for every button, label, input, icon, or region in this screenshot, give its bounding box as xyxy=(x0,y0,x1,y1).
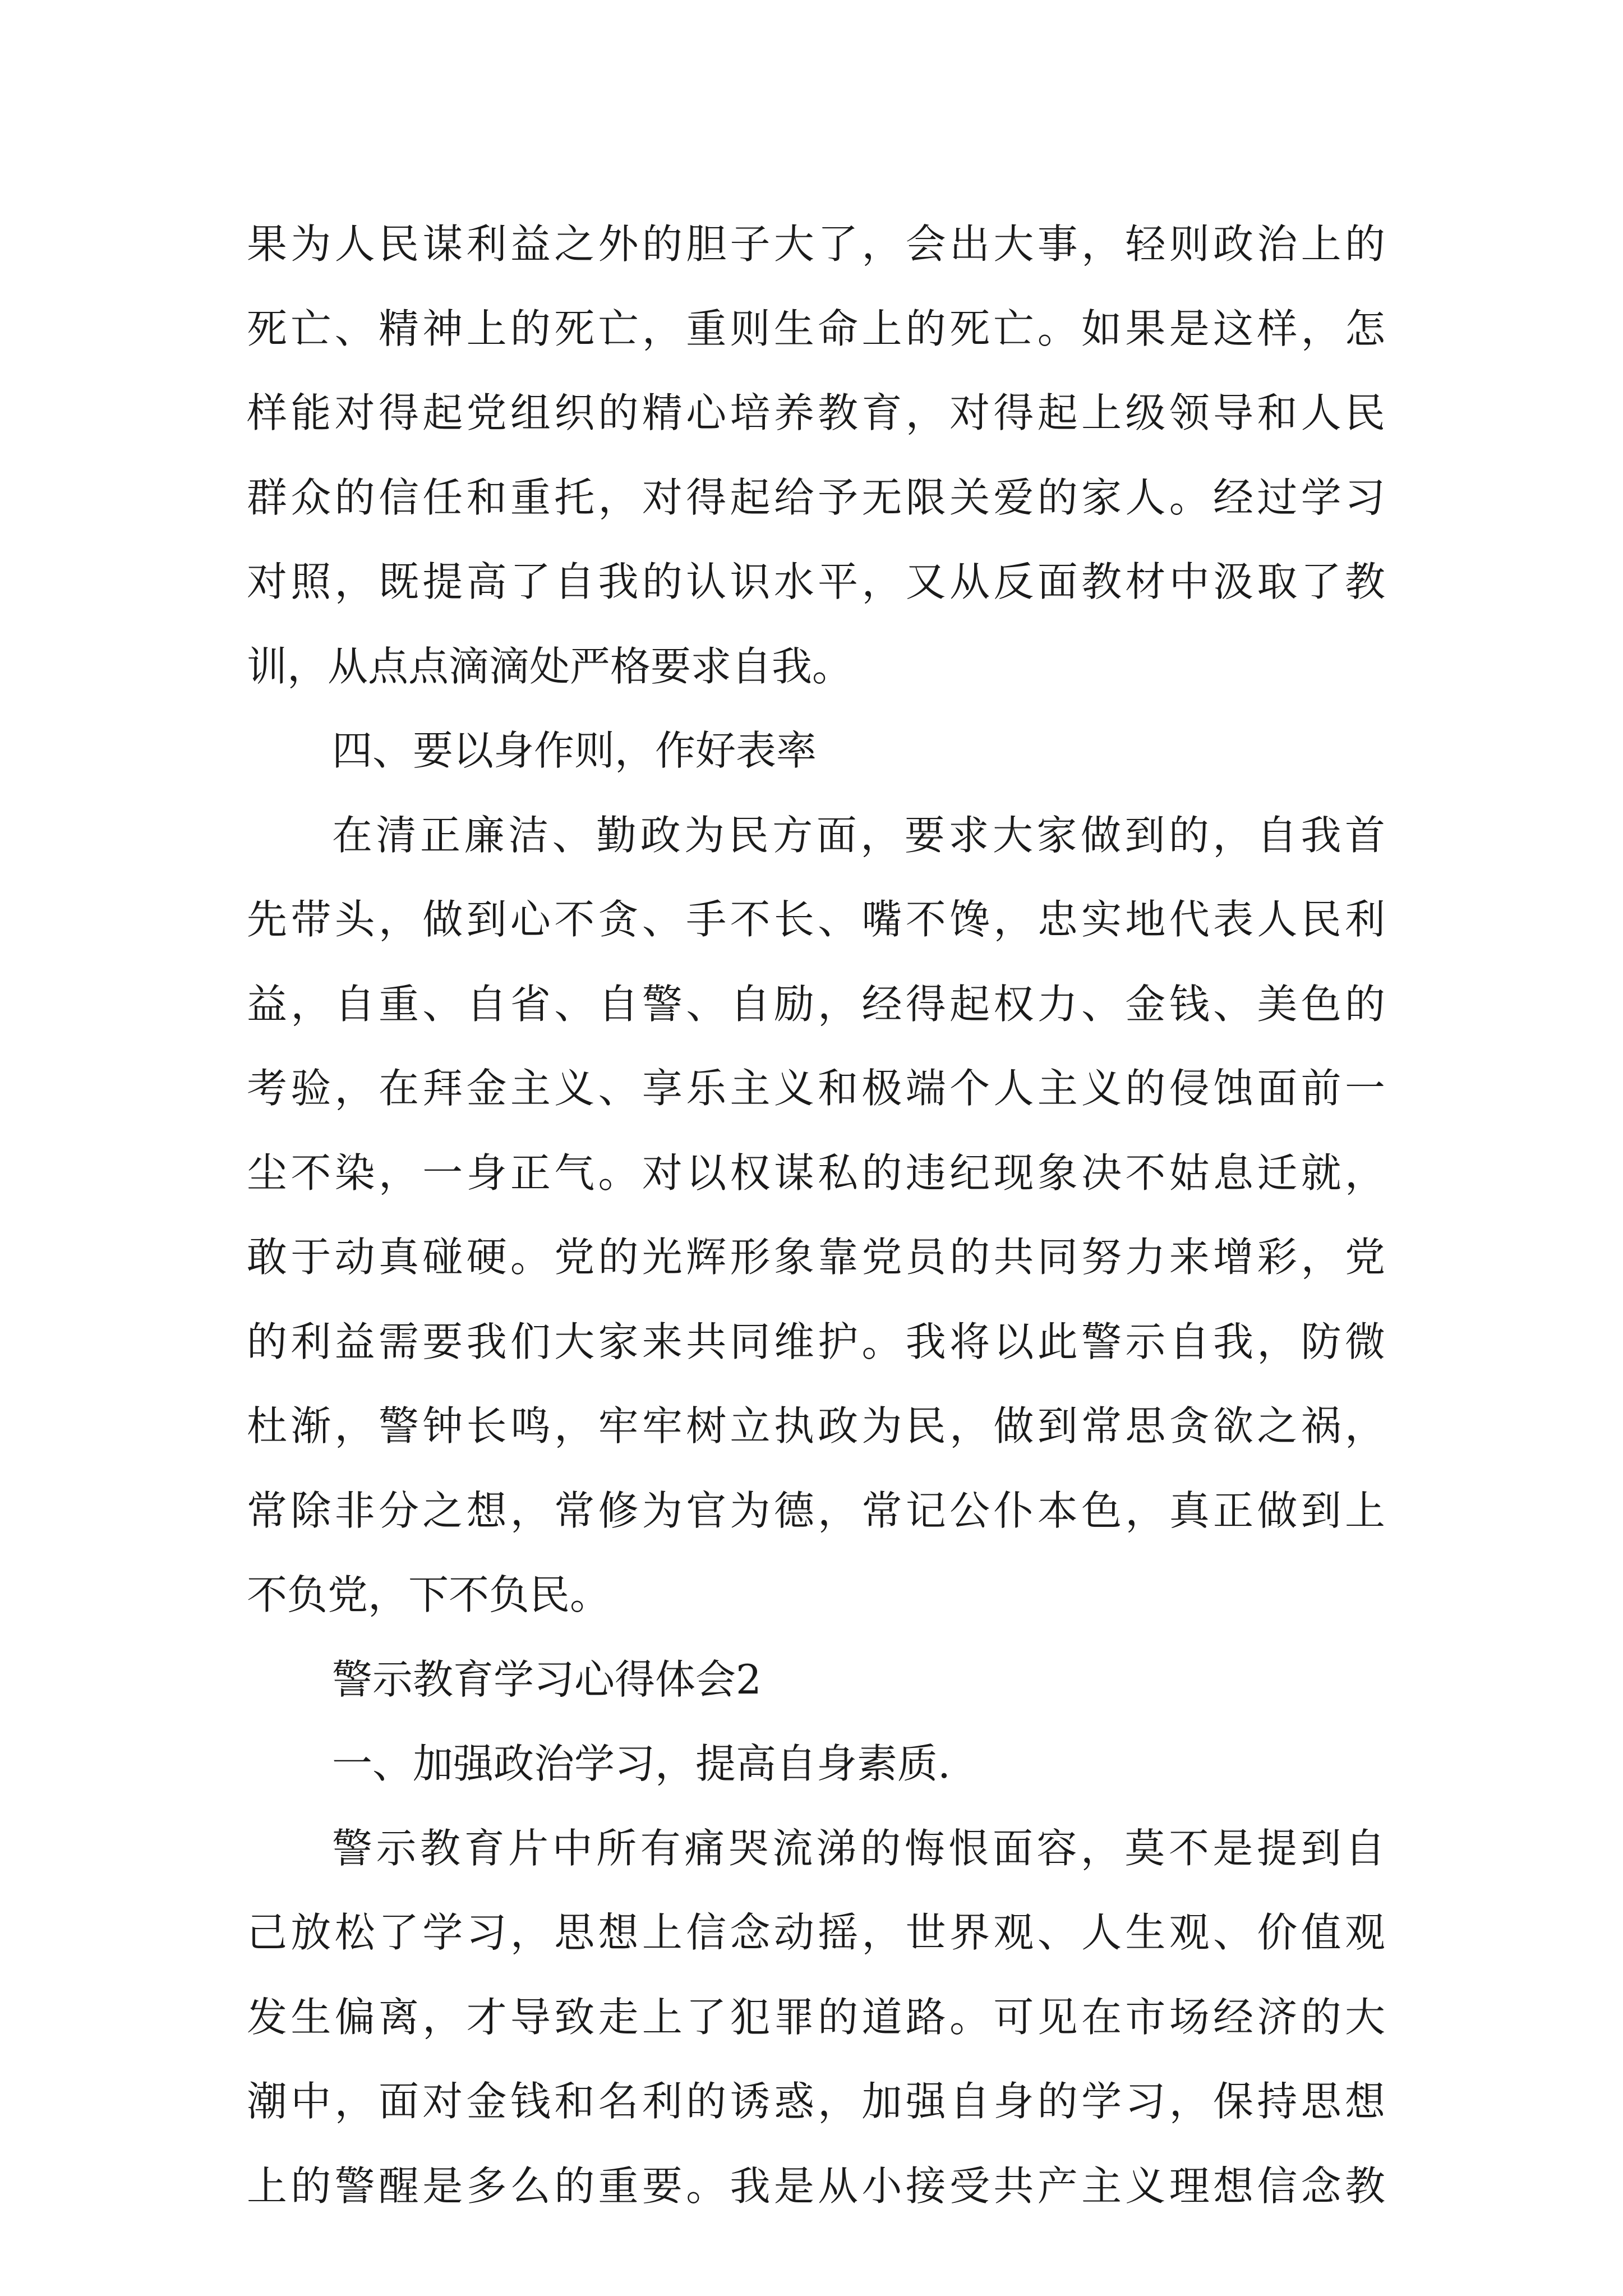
text-line: 益，自重、自省、自警、自励，经得起权力、金钱、美色的 xyxy=(247,980,1385,1028)
text-line: 样能对得起党组织的精心培养教育，对得起上级领导和人民 xyxy=(247,389,1385,436)
text-line: 尘不染，一身正气。对以权谋私的违纪现象决不姑息迁就， xyxy=(247,1149,1385,1197)
document-body xyxy=(247,202,1385,2228)
text-line: 警示教育学习心得体会2 xyxy=(332,1655,762,1703)
text-line: 群众的信任和重托，对得起给予无限关爱的家人。经过学习 xyxy=(247,473,1385,521)
text-line: 不负党，下不负民。 xyxy=(247,1571,611,1618)
text-line: 考验，在拜金主义、享乐主义和极端个人主义的侵蚀面前一 xyxy=(247,1065,1385,1112)
text-line: 对照，既提高了自我的认识水平，又从反面教材中汲取了教 xyxy=(247,558,1385,605)
text-line: 上的警醒是多么的重要。我是从小接受共产主义理想信念教 xyxy=(247,2162,1385,2210)
text-line: 一、加强政治学习，提高自身素质. xyxy=(332,1740,951,1787)
text-line: 在清正廉洁、勤政为民方面，要求大家做到的，自我首 xyxy=(332,811,1385,859)
text-line: 己放松了学习，思想上信念动摇，世界观、人生观、价值观 xyxy=(247,1909,1385,1956)
text-line: 敢于动真碰硬。党的光辉形象靠党员的共同努力来增彩，党 xyxy=(247,1234,1385,1281)
text-line: 常除非分之想，常修为官为德，常记公仆本色，真正做到上 xyxy=(247,1487,1385,1534)
text-line: 潮中，面对金钱和名利的诱惑，加强自身的学习，保持思想 xyxy=(247,2078,1385,2125)
text-line: 警示教育片中所有痛哭流涕的悔恨面容，莫不是提到自 xyxy=(332,1824,1385,1872)
text-line: 死亡、精神上的死亡，重则生命上的死亡。如果是这样，怎 xyxy=(247,305,1385,352)
text-line: 训，从点点滴滴处严格要求自我。 xyxy=(247,642,853,690)
text-line: 发生偏离，才导致走上了犯罪的道路。可见在市场经济的大 xyxy=(247,1993,1385,2041)
text-line: 先带头，做到心不贪、手不长、嘴不馋，忠实地代表人民利 xyxy=(247,896,1385,943)
text-line: 杜渐，警钟长鸣，牢牢树立执政为民，做到常思贪欲之祸， xyxy=(247,1402,1385,1450)
text-line: 的利益需要我们大家来共同维护。我将以此警示自我，防微 xyxy=(247,1318,1385,1365)
text-line: 果为人民谋利益之外的胆子大了，会出大事，轻则政治上的 xyxy=(247,220,1385,268)
text-line: 四、要以身作则，作好表率 xyxy=(332,727,817,774)
